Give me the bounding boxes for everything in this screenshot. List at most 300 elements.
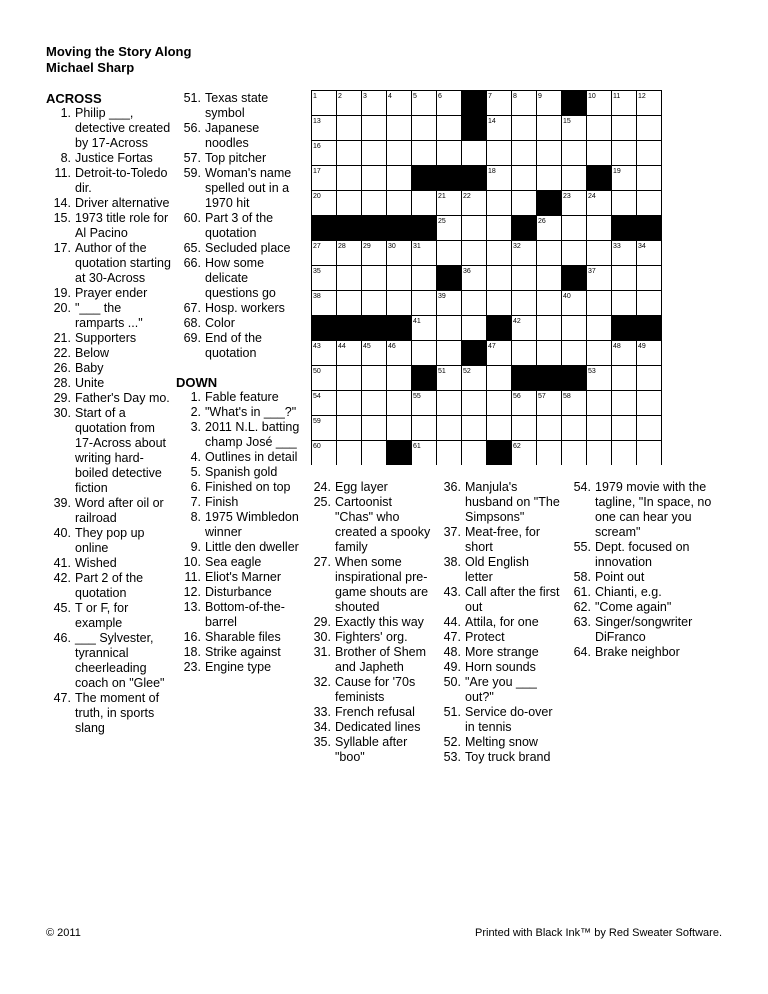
grid-cell[interactable] <box>362 441 387 466</box>
grid-cell[interactable] <box>537 441 562 466</box>
clue-item[interactable] <box>46 331 172 346</box>
grid-cell[interactable] <box>387 116 412 141</box>
grid-cell[interactable] <box>362 266 387 291</box>
clue-item[interactable] <box>46 691 172 736</box>
clue-text: Father's Day mo. <box>75 391 170 405</box>
clue-item[interactable] <box>436 585 560 615</box>
clue-item[interactable] <box>176 645 304 660</box>
clue-text: Meat-free, for short <box>465 525 541 554</box>
grid-cell[interactable] <box>512 166 537 191</box>
clue-item[interactable] <box>46 631 172 691</box>
grid-cell[interactable] <box>512 416 537 441</box>
grid-cell[interactable] <box>562 216 587 241</box>
cell-number: 43 <box>313 343 321 350</box>
cell-number: 15 <box>563 118 571 125</box>
clue-item[interactable] <box>176 151 304 166</box>
grid-cell[interactable] <box>637 141 662 166</box>
clue-text: The moment of truth, in sports slang <box>75 691 160 735</box>
grid-cell[interactable] <box>362 416 387 441</box>
clue-item[interactable] <box>176 630 304 645</box>
clue-item[interactable] <box>566 615 716 645</box>
grid-cell[interactable] <box>437 316 462 341</box>
grid-cell[interactable] <box>512 116 537 141</box>
grid-cell[interactable] <box>612 391 637 416</box>
grid-cell[interactable] <box>387 166 412 191</box>
clue-number: 64. <box>573 645 591 659</box>
grid-cell[interactable] <box>637 166 662 191</box>
clue-item[interactable] <box>176 420 304 450</box>
black-square <box>637 316 662 341</box>
cell-number: 58 <box>563 393 571 400</box>
clue-item[interactable] <box>566 600 716 615</box>
grid-cell[interactable] <box>587 116 612 141</box>
clue-item[interactable] <box>46 196 172 211</box>
clue-item[interactable] <box>176 256 304 301</box>
clue-item[interactable] <box>176 166 304 211</box>
clue-number: 3. <box>190 420 201 434</box>
black-square <box>337 316 362 341</box>
clue-text: Driver alternative <box>75 196 170 210</box>
clue-item[interactable] <box>436 735 560 750</box>
grid-cell[interactable] <box>362 141 387 166</box>
grid-cell[interactable] <box>462 216 487 241</box>
grid-cell[interactable] <box>612 366 637 391</box>
clue-text: Point out <box>595 570 645 584</box>
clue-text: Unite <box>75 376 105 390</box>
cell-number: 50 <box>313 368 321 375</box>
grid-cell[interactable] <box>562 141 587 166</box>
clue-item[interactable] <box>436 645 560 660</box>
clue-item[interactable] <box>306 645 432 675</box>
clue-item[interactable] <box>46 286 172 301</box>
grid-cell[interactable] <box>537 266 562 291</box>
cell-number: 8 <box>513 93 517 100</box>
clue-number: 22. <box>53 346 71 360</box>
cell-number: 13 <box>313 118 321 125</box>
black-square <box>387 316 412 341</box>
black-square <box>612 216 637 241</box>
grid-cell[interactable] <box>437 141 462 166</box>
clue-item[interactable] <box>176 510 304 540</box>
crossword-grid-svg[interactable] <box>311 90 686 465</box>
grid-cell[interactable] <box>337 116 362 141</box>
clue-item[interactable] <box>306 735 432 765</box>
cell-number: 34 <box>638 243 646 250</box>
grid-cell[interactable] <box>412 141 437 166</box>
clue-number: 43. <box>443 585 461 599</box>
black-square <box>612 316 637 341</box>
clue-item[interactable] <box>436 750 560 765</box>
grid-cell[interactable] <box>512 291 537 316</box>
clue-column-5 <box>566 480 716 660</box>
puzzle-title: Moving the Story Along <box>46 44 192 59</box>
clue-item[interactable] <box>306 675 432 705</box>
grid-cell[interactable] <box>337 266 362 291</box>
grid-cell[interactable] <box>362 291 387 316</box>
grid-cell[interactable] <box>437 341 462 366</box>
clue-number: 47. <box>53 691 71 705</box>
cell-number: 35 <box>313 268 321 275</box>
grid-cell[interactable] <box>337 166 362 191</box>
grid-cell[interactable] <box>387 366 412 391</box>
grid-cell[interactable] <box>337 191 362 216</box>
clue-item[interactable] <box>306 555 432 615</box>
cell-number: 48 <box>613 343 621 350</box>
clue-item[interactable] <box>566 480 716 540</box>
clue-item[interactable] <box>46 301 172 331</box>
clue-text: Woman's name spelled out in a 1970 hit <box>205 166 292 210</box>
clue-item[interactable] <box>306 495 432 555</box>
black-square <box>487 316 512 341</box>
grid-cell[interactable] <box>637 291 662 316</box>
across-heading: ACROSS <box>46 91 102 106</box>
clue-text: Little den dweller <box>205 540 299 554</box>
clue-item[interactable] <box>46 346 172 361</box>
black-square <box>487 441 512 466</box>
clue-number: 21. <box>53 331 71 345</box>
clue-number: 35. <box>313 735 331 749</box>
clue-item[interactable] <box>176 450 304 465</box>
grid-cell[interactable] <box>462 416 487 441</box>
clue-number: 15. <box>53 211 71 225</box>
grid-cell[interactable] <box>412 291 437 316</box>
clue-text: 2011 N.L. batting champ José ___ <box>205 420 300 449</box>
grid-cell[interactable] <box>387 391 412 416</box>
clue-text: They pop up online <box>75 526 145 555</box>
black-square <box>462 341 487 366</box>
black-square <box>462 166 487 191</box>
black-square <box>437 266 462 291</box>
grid-cell[interactable] <box>337 291 362 316</box>
clue-item[interactable] <box>46 406 172 496</box>
grid-cell[interactable] <box>412 416 437 441</box>
clue-column-4 <box>436 480 560 765</box>
clue-item[interactable] <box>436 705 560 735</box>
clue-number: 67. <box>183 301 201 315</box>
clue-item[interactable] <box>306 480 432 495</box>
grid-cell[interactable] <box>462 141 487 166</box>
clue-item[interactable] <box>176 211 304 241</box>
clue-item[interactable] <box>46 376 172 391</box>
clue-item[interactable] <box>436 675 560 705</box>
clue-item[interactable] <box>436 630 560 645</box>
cell-number: 53 <box>588 368 596 375</box>
black-square <box>637 216 662 241</box>
clue-text: Brother of Shem and Japheth <box>335 645 427 674</box>
grid-cell[interactable] <box>587 391 612 416</box>
grid-cell[interactable] <box>387 141 412 166</box>
clue-item[interactable] <box>46 241 172 286</box>
clue-item[interactable] <box>176 585 304 600</box>
grid-cell[interactable] <box>337 366 362 391</box>
cell-number: 55 <box>413 393 421 400</box>
grid-cell[interactable] <box>537 416 562 441</box>
black-square <box>537 191 562 216</box>
grid-cell[interactable] <box>612 266 637 291</box>
grid-cell[interactable] <box>637 391 662 416</box>
grid-cell[interactable] <box>437 116 462 141</box>
clue-number: 45. <box>53 601 71 615</box>
grid-cell[interactable] <box>487 141 512 166</box>
clue-number: 36. <box>443 480 461 494</box>
clue-text: Start of a quotation from 17-Across about writing hard-boiled detective fiction <box>75 406 167 495</box>
clue-text: Part 2 of the quotation <box>75 571 144 600</box>
clue-item[interactable] <box>176 390 304 405</box>
black-square <box>462 116 487 141</box>
grid-cell[interactable] <box>562 341 587 366</box>
clue-text: Finish <box>205 495 239 509</box>
clue-number: 61. <box>573 585 591 599</box>
grid-cell[interactable] <box>562 241 587 266</box>
clue-item[interactable] <box>176 555 304 570</box>
clue-item[interactable] <box>176 405 304 420</box>
clue-column-2 <box>176 91 304 675</box>
clue-number: 42. <box>53 571 71 585</box>
grid-cell[interactable] <box>637 441 662 466</box>
grid-cell[interactable] <box>612 416 637 441</box>
grid-cell[interactable] <box>412 116 437 141</box>
grid-cell[interactable] <box>437 391 462 416</box>
grid-cell[interactable] <box>562 316 587 341</box>
clue-item[interactable] <box>46 496 172 526</box>
grid-cell[interactable] <box>487 241 512 266</box>
clue-item[interactable] <box>176 316 304 331</box>
clue-number: 58. <box>573 570 591 584</box>
clue-text: Old English letter <box>465 555 529 584</box>
clue-number: 51. <box>443 705 461 719</box>
grid-cell[interactable] <box>587 141 612 166</box>
grid-cell[interactable] <box>612 441 637 466</box>
black-square <box>562 366 587 391</box>
grid-cell[interactable] <box>512 341 537 366</box>
grid-cell[interactable] <box>537 241 562 266</box>
clue-item[interactable] <box>176 465 304 480</box>
grid-cell[interactable] <box>587 341 612 366</box>
grid-cell[interactable] <box>462 441 487 466</box>
grid-cell[interactable] <box>612 291 637 316</box>
clue-text: Color <box>205 316 235 330</box>
grid-cell[interactable] <box>337 416 362 441</box>
grid-cell[interactable] <box>587 216 612 241</box>
clue-item[interactable] <box>176 301 304 316</box>
clue-item[interactable] <box>176 495 304 510</box>
clue-number: 44. <box>443 615 461 629</box>
clue-item[interactable] <box>176 480 304 495</box>
grid-cell[interactable] <box>362 391 387 416</box>
clue-number: 25. <box>313 495 331 509</box>
cell-number: 16 <box>313 143 321 150</box>
clue-item[interactable] <box>566 570 716 585</box>
grid-cell[interactable] <box>487 266 512 291</box>
cell-number: 40 <box>563 293 571 300</box>
grid-cell[interactable] <box>462 391 487 416</box>
clue-item[interactable] <box>436 660 560 675</box>
grid-cell[interactable] <box>337 441 362 466</box>
clue-item[interactable] <box>306 720 432 735</box>
grid-cell[interactable] <box>487 191 512 216</box>
grid-cell[interactable] <box>387 191 412 216</box>
clue-number: 26. <box>53 361 71 375</box>
grid-cell[interactable] <box>512 191 537 216</box>
clue-text: Sharable files <box>205 630 281 644</box>
clue-text: Outlines in detail <box>205 450 298 464</box>
grid-cell[interactable] <box>537 291 562 316</box>
grid-cell[interactable] <box>637 416 662 441</box>
clue-item[interactable] <box>46 391 172 406</box>
clue-number: 40. <box>53 526 71 540</box>
cell-number: 42 <box>513 318 521 325</box>
cell-number: 22 <box>463 193 471 200</box>
grid-cell[interactable] <box>562 166 587 191</box>
black-square <box>412 216 437 241</box>
grid-cell[interactable] <box>437 241 462 266</box>
clue-item[interactable] <box>306 615 432 630</box>
clue-text: Word after oil or railroad <box>75 496 164 525</box>
clue-item[interactable] <box>176 121 304 151</box>
clue-item[interactable] <box>46 601 172 631</box>
clue-text: Dept. focused on innovation <box>595 540 690 569</box>
black-square <box>462 91 487 116</box>
grid-cell[interactable] <box>487 416 512 441</box>
clue-number: 1. <box>190 390 201 404</box>
clue-text: Sea eagle <box>205 555 262 569</box>
clue-number: 62. <box>573 600 591 614</box>
clue-text: "Are you ___ out?" <box>465 675 537 704</box>
grid-cell[interactable] <box>387 416 412 441</box>
grid-cell[interactable] <box>612 191 637 216</box>
grid-cell[interactable] <box>512 141 537 166</box>
grid-cell[interactable] <box>337 391 362 416</box>
grid-cell[interactable] <box>612 141 637 166</box>
cell-number: 47 <box>488 343 496 350</box>
black-square <box>312 316 337 341</box>
clue-column-3 <box>306 480 432 765</box>
grid-cell[interactable] <box>437 416 462 441</box>
clue-item[interactable] <box>436 615 560 630</box>
grid-cell[interactable] <box>637 266 662 291</box>
grid-cell[interactable] <box>612 116 637 141</box>
grid-cell[interactable] <box>487 216 512 241</box>
clue-item[interactable] <box>46 166 172 196</box>
grid-cell[interactable] <box>462 316 487 341</box>
grid-cell[interactable] <box>412 266 437 291</box>
clue-item[interactable] <box>566 585 716 600</box>
grid-cell[interactable] <box>387 266 412 291</box>
clue-item[interactable] <box>46 106 172 151</box>
clue-item[interactable] <box>566 645 716 660</box>
grid-cell[interactable] <box>537 341 562 366</box>
grid-cell[interactable] <box>587 291 612 316</box>
clue-item[interactable] <box>46 571 172 601</box>
clue-item[interactable] <box>306 705 432 720</box>
clue-item[interactable] <box>436 555 560 585</box>
clue-item[interactable] <box>176 570 304 585</box>
clue-number: 53. <box>443 750 461 764</box>
clue-text: When some inspirational pre-game shouts are shouted <box>335 555 429 614</box>
grid-cell[interactable] <box>462 241 487 266</box>
clue-item[interactable] <box>436 525 560 555</box>
clue-number: 30. <box>53 406 71 420</box>
grid-cell[interactable] <box>487 366 512 391</box>
grid-cell[interactable] <box>337 141 362 166</box>
grid-cell[interactable] <box>512 266 537 291</box>
black-square <box>387 216 412 241</box>
clue-item[interactable] <box>176 241 304 256</box>
grid-cell[interactable] <box>362 166 387 191</box>
clue-item[interactable] <box>176 91 304 121</box>
clue-text: Egg layer <box>335 480 388 494</box>
grid-cell[interactable] <box>387 291 412 316</box>
crossword-grid[interactable] <box>311 90 686 465</box>
grid-cell[interactable] <box>637 116 662 141</box>
clue-item[interactable] <box>436 480 560 525</box>
grid-cell[interactable] <box>537 166 562 191</box>
grid-cell[interactable] <box>362 191 387 216</box>
grid-cell[interactable] <box>587 316 612 341</box>
cell-number: 60 <box>313 443 321 450</box>
clue-number: 24. <box>313 480 331 494</box>
clue-text: "___ the ramparts ..." <box>75 301 143 330</box>
clue-item[interactable] <box>566 540 716 570</box>
clue-item[interactable] <box>306 630 432 645</box>
grid-cell[interactable] <box>587 416 612 441</box>
clue-text: Author of the quotation starting at 30-Across <box>75 241 171 285</box>
grid-cell[interactable] <box>362 116 387 141</box>
cell-number: 38 <box>313 293 321 300</box>
grid-cell[interactable] <box>587 441 612 466</box>
clue-number: 32. <box>313 675 331 689</box>
clue-item[interactable] <box>176 660 304 675</box>
cell-number: 1 <box>313 93 317 100</box>
grid-cell[interactable] <box>437 441 462 466</box>
clue-item[interactable] <box>176 331 304 361</box>
clue-item[interactable] <box>46 211 172 241</box>
clue-item[interactable] <box>46 526 172 556</box>
clue-item[interactable] <box>176 540 304 555</box>
clue-item[interactable] <box>46 556 172 571</box>
grid-cell[interactable] <box>637 366 662 391</box>
clue-text: Japanese noodles <box>205 121 260 150</box>
clue-number: 41. <box>53 556 71 570</box>
clue-number: 59. <box>183 166 201 180</box>
clue-number: 47. <box>443 630 461 644</box>
grid-cell[interactable] <box>412 191 437 216</box>
grid-cell[interactable] <box>587 241 612 266</box>
grid-cell[interactable] <box>537 316 562 341</box>
black-square <box>362 316 387 341</box>
grid-cell[interactable] <box>562 441 587 466</box>
clue-item[interactable] <box>46 361 172 376</box>
grid-cell[interactable] <box>562 416 587 441</box>
black-square <box>512 366 537 391</box>
grid-cell[interactable] <box>487 291 512 316</box>
grid-cell[interactable] <box>412 341 437 366</box>
clue-item[interactable] <box>176 600 304 630</box>
grid-cell[interactable] <box>637 191 662 216</box>
grid-cell[interactable] <box>462 291 487 316</box>
black-square <box>412 166 437 191</box>
grid-cell[interactable] <box>537 141 562 166</box>
clue-text: Dedicated lines <box>335 720 421 734</box>
clue-number: 9. <box>190 540 201 554</box>
clue-text: Philip ___, detective created by 17-Across <box>75 106 171 150</box>
clue-item[interactable] <box>46 151 172 166</box>
clue-text: Secluded place <box>205 241 291 255</box>
clue-number: 20. <box>53 301 71 315</box>
grid-cell[interactable] <box>537 116 562 141</box>
grid-cell[interactable] <box>362 366 387 391</box>
grid-cell[interactable] <box>487 391 512 416</box>
